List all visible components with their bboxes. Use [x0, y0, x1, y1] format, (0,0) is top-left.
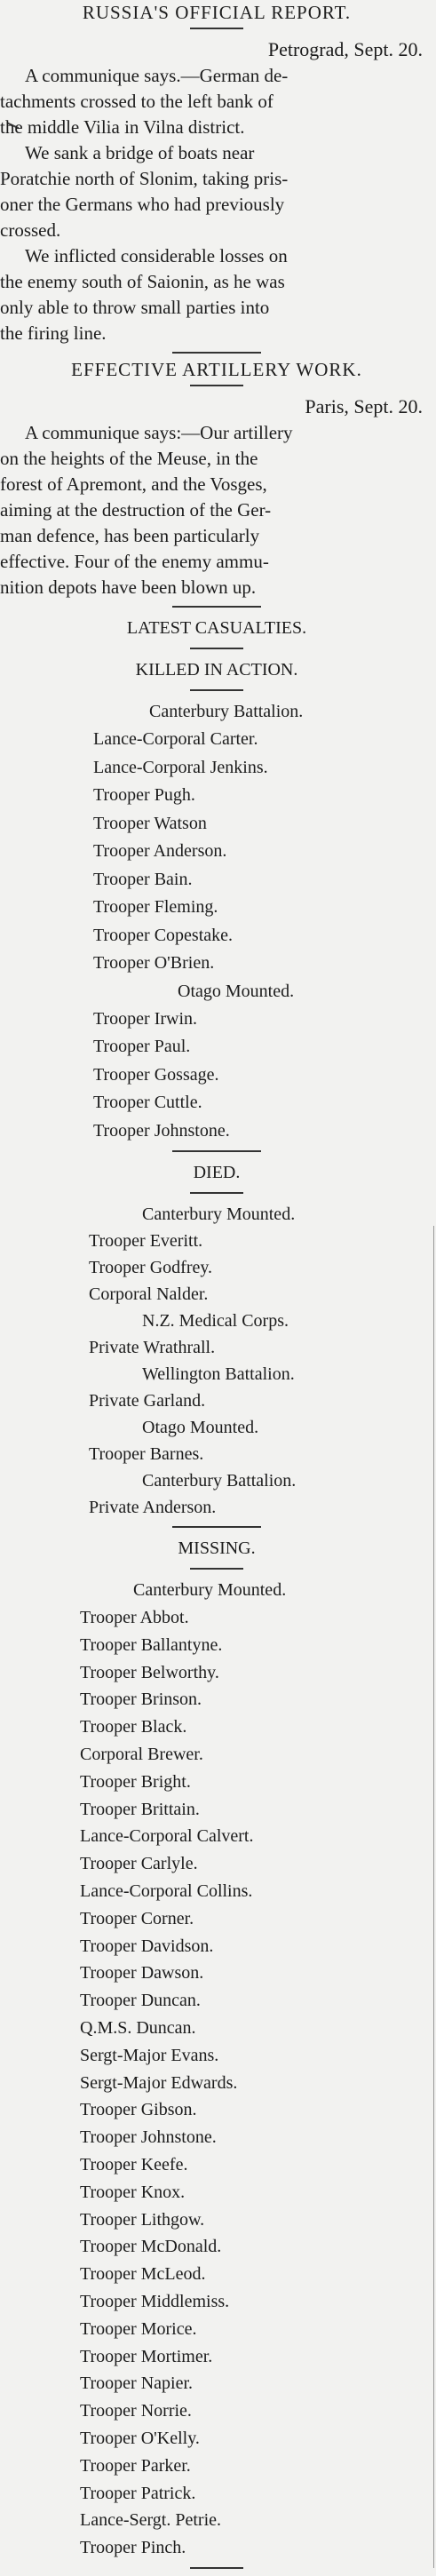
casualty-name: Trooper O'Kelly. [80, 2428, 200, 2448]
casualty-name: Trooper McLeod. [80, 2264, 206, 2285]
text-line: the enemy south of Saionin, as he was [0, 271, 285, 292]
casualty-name: Corporal Nalder. [89, 1284, 209, 1304]
heading-rule [190, 1568, 243, 1570]
heading-rule [190, 28, 243, 29]
died-list [0, 1201, 433, 1521]
casualty-name: Trooper Brittain. [80, 1799, 200, 1819]
casualty-name: Trooper Dawson. [80, 1963, 204, 1984]
heading-rule [190, 1192, 243, 1194]
unit-name: Canterbury Mounted. [133, 1580, 287, 1600]
casualty-name: Trooper Pinch. [80, 2538, 186, 2558]
casualty-name: Trooper Irwin. [93, 1008, 198, 1029]
artillery-heading: EFFECTIVE ARTILLERY WORK. [71, 359, 362, 380]
artillery-report [0, 361, 433, 608]
casualty-name: Trooper Lithgow. [80, 2209, 205, 2230]
unit-name: Wellington Battalion. [142, 1364, 295, 1384]
text-line: nition depots have been blown up. [0, 576, 257, 598]
unit-name: N.Z. Medical Corps. [142, 1311, 289, 1331]
casualty-name: Trooper Ballantyne. [80, 1634, 223, 1655]
russia-report [0, 0, 433, 354]
text-line: Poratchie north of Slonim, taking pris- [0, 168, 289, 189]
casualty-name: Trooper Davidson. [80, 1936, 214, 1956]
casualty-name: Trooper Black. [80, 1717, 187, 1737]
casualty-name: Trooper Pugh. [93, 785, 195, 805]
casualty-name: Trooper Keefe. [80, 2154, 188, 2174]
text-line: A communique says:—Our artillery [25, 422, 293, 443]
casualty-name: Trooper Copestake. [93, 925, 234, 945]
unit-name: Otago Mounted. [178, 981, 295, 1001]
text-line: oner the Germans who had previously [0, 194, 285, 215]
casualty-name: Trooper Corner. [80, 1908, 194, 1928]
casualty-name: Q.M.S. Duncan. [80, 2017, 196, 2038]
text-line: A communique says.—German de- [25, 65, 289, 86]
text-line: forest of Apremont, and the Vosges, [0, 473, 267, 495]
casualty-name: Lance-Corporal Jenkins. [93, 757, 268, 777]
text-line: crossed. [0, 219, 61, 241]
died-heading: DIED. [193, 1163, 241, 1182]
casualty-name: Sergt-Major Edwards. [80, 2072, 238, 2093]
text-line: on the heights of the Meuse, in the [0, 448, 258, 469]
artillery-body [0, 420, 433, 600]
casualty-name: Trooper Fleming. [93, 897, 218, 917]
section-rule [172, 1526, 261, 1528]
casualty-name: Corporal Brewer. [80, 1744, 203, 1764]
casualty-name: Trooper Everitt. [89, 1231, 203, 1251]
artillery-dateline: Paris, Sept. 20. [305, 395, 423, 417]
russia-heading: RUSSIA'S OFFICIAL REPORT. [82, 2, 352, 23]
casualty-name: Trooper Bain. [93, 869, 193, 889]
unit-name: Canterbury Mounted. [142, 1205, 296, 1224]
casualty-name: Trooper Parker. [80, 2455, 191, 2476]
casualty-name: Trooper Abbot. [80, 1608, 189, 1627]
heading-rule [190, 689, 243, 691]
casualty-name: Private Garland. [89, 1391, 206, 1411]
russia-dateline: Petrograd, Sept. 20. [267, 38, 423, 60]
text-line: We sank a bridge of boats near [25, 142, 255, 163]
text-line: tachments crossed to the left bank of [0, 91, 273, 112]
casualty-name: Trooper Gossage. [93, 1064, 219, 1085]
text-line: aiming at the destruction of the Ger- [0, 499, 272, 521]
casualty-name: Trooper Bright. [80, 1771, 191, 1792]
casualty-list [0, 615, 433, 2569]
section-rule [172, 352, 261, 354]
column-rule [433, 1226, 434, 2568]
casualty-name: Lance-Corporal Collins. [80, 1880, 253, 1901]
casualty-name: Lance-Corporal Carter. [93, 729, 258, 749]
section-rule [172, 1150, 261, 1152]
casualty-name: Trooper Norrie. [80, 2401, 192, 2421]
unit-name: Otago Mounted. [142, 1418, 259, 1437]
casualty-name: Trooper Barnes. [89, 1444, 204, 1464]
casualty-name: Trooper Knox. [80, 2182, 186, 2202]
unit-name: Canterbury Battalion. [142, 1471, 297, 1491]
killed-heading: KILLED IN ACTION. [135, 660, 298, 680]
casualty-name: Trooper Patrick. [80, 2483, 196, 2503]
unit-name: Canterbury Battalion. [149, 702, 304, 721]
text-line: the middle Vilia in Vilna district. [0, 116, 245, 138]
missing-list [0, 1577, 433, 2562]
casualty-name: Lance-Corporal Calvert. [80, 1826, 254, 1847]
text-line: man defence, has been particularly [0, 525, 260, 546]
casualty-name: Trooper McDonald. [80, 2237, 222, 2257]
casualty-name: Trooper Morice. [80, 2318, 197, 2339]
casualty-name: Trooper Anderson. [93, 841, 227, 861]
killed-list [0, 698, 433, 1145]
text-line: only able to throw small parties into [0, 297, 270, 318]
casualty-name: Trooper Carlyle. [80, 1854, 198, 1874]
casualty-name: Private Anderson. [89, 1498, 217, 1517]
casualty-name: Trooper Brinson. [80, 1690, 202, 1710]
casualty-name: Trooper Johnstone. [93, 1120, 230, 1141]
casualty-name: Trooper Napier. [80, 2373, 194, 2394]
heading-rule [190, 648, 243, 649]
casualty-name: Sergt-Major Evans. [80, 2045, 219, 2065]
section-rule [172, 606, 261, 608]
casualty-name: Trooper Middlemiss. [80, 2291, 230, 2311]
russia-body [0, 63, 433, 346]
text-line: We inflicted considerable losses on [25, 245, 288, 266]
casualty-name: Trooper O'Brien. [93, 953, 215, 973]
casualty-name: Trooper Belworthy. [80, 1662, 219, 1682]
casualties-heading: LATEST CASUALTIES. [126, 618, 307, 638]
casualty-name: Private Wrathrall. [89, 1338, 216, 1357]
text-line: the firing line. [0, 322, 107, 344]
casualty-name: Trooper Watson [93, 813, 207, 833]
casualty-name: Trooper Johnstone. [80, 2127, 217, 2148]
text-line: effective. Four of the enemy ammu- [0, 551, 269, 572]
casualty-name: Trooper Cuttle. [93, 1093, 202, 1112]
casualty-name: Trooper Gibson. [80, 2100, 197, 2120]
casualty-name: Trooper Duncan. [80, 1991, 201, 2011]
missing-heading: MISSING. [178, 1538, 256, 1558]
casualty-name: Trooper Paul. [93, 1037, 191, 1056]
heading-rule [190, 385, 243, 386]
casualty-name: Lance-Sergt. Petrie. [80, 2510, 222, 2531]
casualty-name: Trooper Godfrey. [89, 1258, 213, 1277]
casualty-name: Trooper Mortimer. [80, 2346, 213, 2366]
